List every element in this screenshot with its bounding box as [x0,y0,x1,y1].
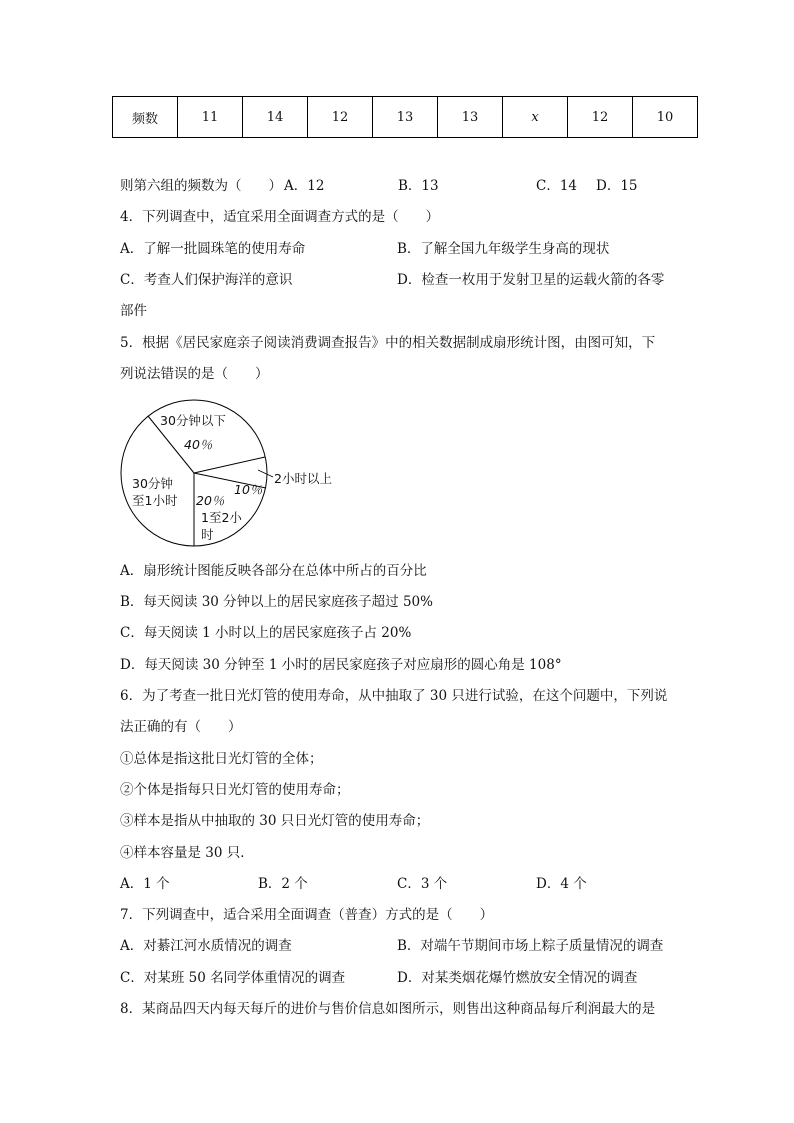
q3-option-c: C．14 [536,178,578,194]
pie-label-1-2h-line2: 时 [201,527,214,542]
q5-stem-line1: 5．根据《居民家庭亲子阅读消费调查报告》中的相关数据制成扇形统计图，由图可知，下 [120,335,656,351]
table-cell-unknown: x [503,97,568,138]
q6-statement-2: ②个体是指每只日光灯管的使用寿命； [120,782,350,798]
q5-option-b: B．每天阅读 30 分钟以上的居民家庭孩子超过 50% [120,594,433,610]
q4-option-d-continued: 部件 [120,303,147,319]
pie-chart-figure [110,395,360,555]
q4-option-b: B．了解全国九年级学生身高的现状 [397,241,610,257]
pie-label-30min-1h-line2: 至1小时 [132,493,178,508]
q6-option-a: A．1 个 [120,876,170,892]
q3-stem: 则第六组的频数为（ ） [120,178,282,194]
q4-option-a: A．了解一批圆珠笔的使用寿命 [120,241,306,257]
q6-statement-4: ④样本容量是 30 只． [120,845,254,861]
q3-option-b: B．13 [398,178,439,194]
q6-option-d: D．4 个 [536,876,587,892]
q3-option-a: A．12 [284,178,325,194]
q7-option-c: C．对某班 50 名同学体重情况的调查 [120,970,346,986]
q3-option-d: D．15 [596,178,638,194]
q7-option-a: A．对綦江河水质情况的调查 [120,938,292,954]
q5-stem-line2: 列说法错误的是（ ） [120,366,269,382]
table-cell: 12 [308,97,373,138]
q5-option-c: C．每天阅读 1 小时以上的居民家庭孩子占 20% [120,625,412,641]
q8-stem: 8．某商品四天内每天每斤的进价与售价信息如图所示，则售出这种商品每斤利润最大的是 [120,1001,656,1017]
pie-value-40: 40％ [184,437,213,452]
pie-label-30min-1h-line1: 30分钟 [132,476,173,491]
q4-option-d: D．检查一枚用于发射卫星的运载火箭的各零 [397,272,665,288]
q5-option-a: A．扇形统计图能反映各部分在总体中所占的百分比 [120,563,427,579]
pie-leader-line [258,470,273,477]
q7-option-b: B．对端午节期间市场上粽子质量情况的调查 [397,938,664,954]
table-cell: 14 [243,97,308,138]
q6-option-c: C．3 个 [397,876,448,892]
pie-label-over-2h: 2小时以上 [274,471,332,486]
pie-value-20: 20％ [196,493,225,508]
table-cell: 11 [178,97,243,138]
q4-stem: 4．下列调查中，适宜采用全面调查方式的是（ ） [120,209,440,225]
q5-option-d: D．每天阅读 30 分钟至 1 小时的居民家庭孩子对应扇形的圆心角是 108° [120,657,562,673]
q7-option-d: D．对某类烟花爆竹燃放安全情况的调查 [397,970,638,986]
table-cell: 10 [633,97,698,138]
pie-divider-line [194,457,265,473]
table-header-cell: 频数 [113,97,178,138]
q6-stem-line1: 6．为了考查一批日光灯管的使用寿命，从中抽取了 30 只进行试验，在这个问题中，下列说 [120,688,668,704]
table-cell: 13 [373,97,438,138]
q6-stem-line2: 法正确的有（ ） [120,719,242,735]
q6-option-b: B．2 个 [258,876,308,892]
table-row [113,97,698,138]
table-cell: 13 [438,97,503,138]
frequency-table [112,96,698,138]
table-cell: 12 [568,97,633,138]
pie-value-10: 10％ [234,482,263,497]
pie-label-1-2h-line1: 1至2小 [201,510,242,525]
q6-statement-3: ③样本是指从中抽取的 30 只日光灯管的使用寿命； [120,813,430,829]
pie-label-under-30min: 30分钟以下 [160,413,226,428]
q6-statement-1: ①总体是指这批日光灯管的全体； [120,751,323,767]
q7-stem: 7．下列调查中，适合采用全面调查（普查）方式的是（ ） [120,907,494,923]
q4-option-c: C．考查人们保护海洋的意识 [120,272,293,288]
